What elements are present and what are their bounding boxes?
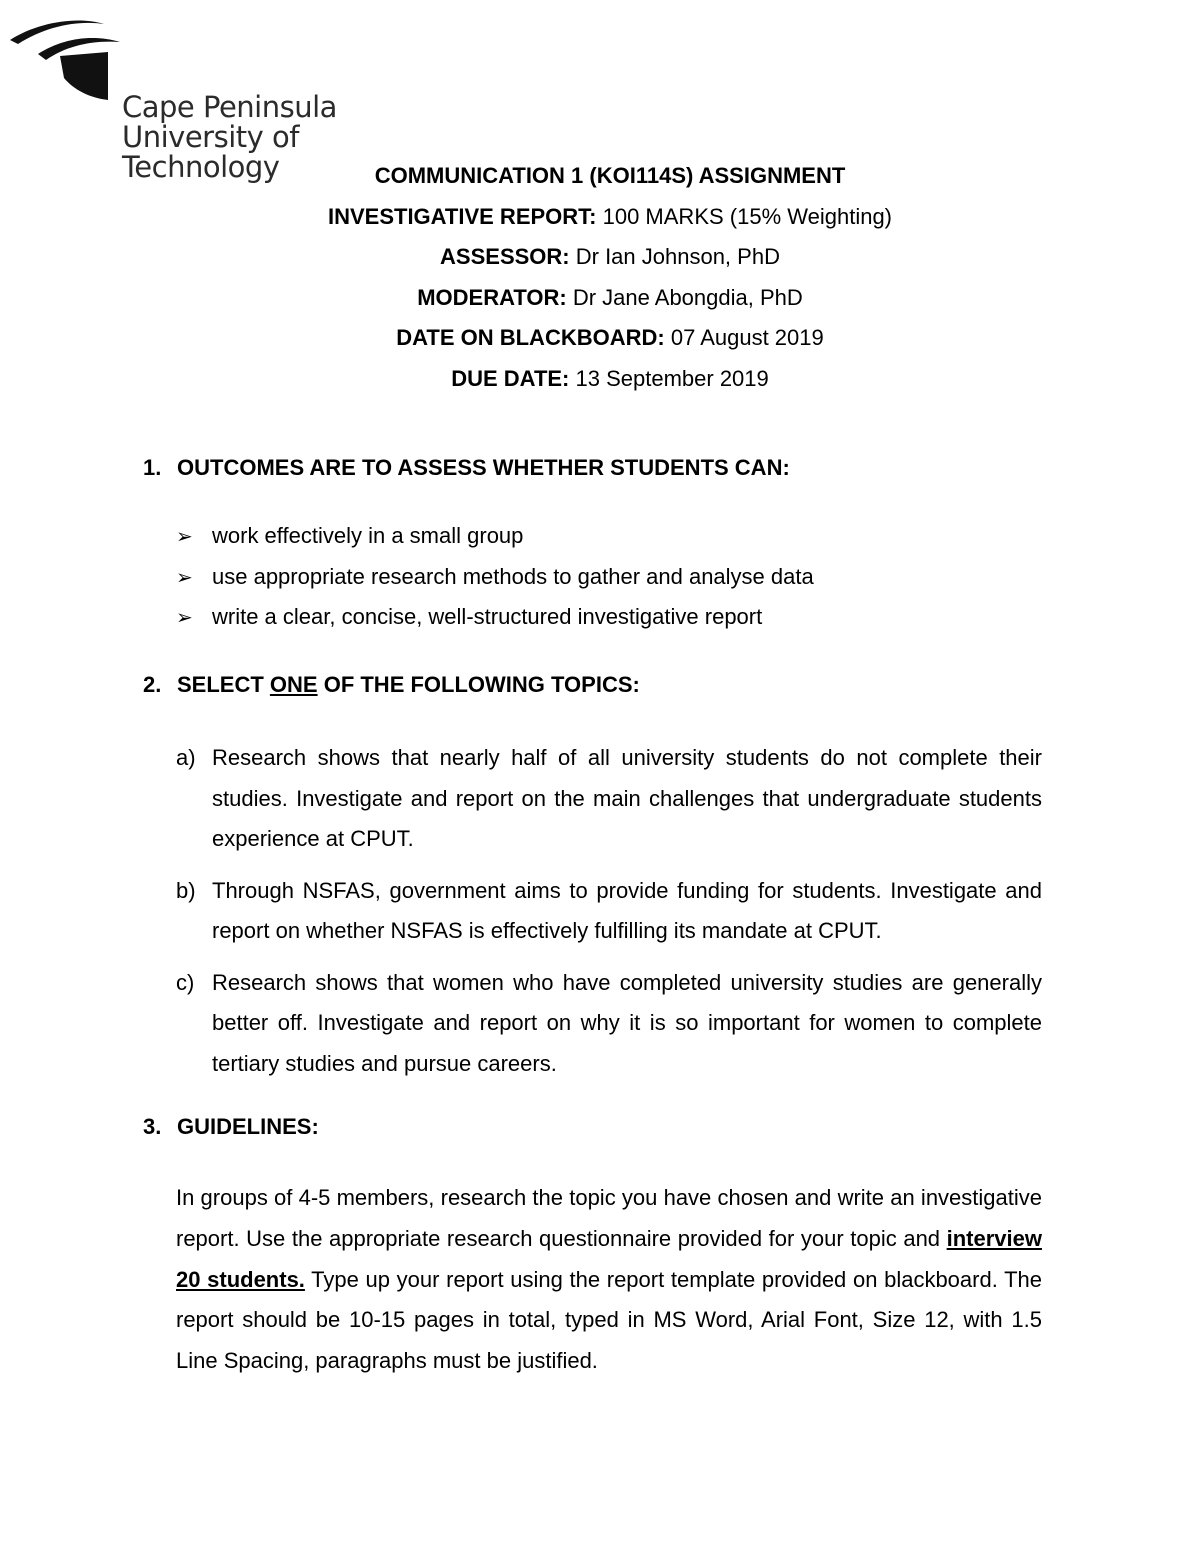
guidelines-paragraph [176,1178,1042,1382]
arrow-bullet-icon: ➢ [176,566,193,589]
section-1-heading [143,455,790,481]
section-3-heading [143,1114,319,1140]
assignment-title: COMMUNICATION 1 (KOI114S) ASSIGNMENT [374,163,846,188]
blackboard-date-value: 07 August 2019 [664,325,824,351]
section-title-pre: SELECT [177,672,270,697]
due-date-value: 13 September 2019 [569,365,769,391]
assessor-line [0,241,1200,282]
section-title: OUTCOMES ARE TO ASSESS WHETHER STUDENTS CAN: [177,455,790,480]
list-item-text: write a clear, concise, well-structured investigative report [212,604,763,629]
due-date-line [0,363,1200,404]
list-item [176,520,814,561]
university-logo [8,14,448,184]
section-number: 3. [143,1114,162,1139]
blackboard-date-label: DATE ON BLACKBOARD: [396,325,665,351]
report-value: 100 MARKS (15% Weighting) [596,203,893,229]
list-item [176,561,814,602]
arrow-bullet-icon: ➢ [176,607,193,629]
moderator-label: MODERATOR: [417,284,567,310]
outcomes-list [176,520,814,642]
topic-item [176,871,1042,952]
section-title-post: OF THE FOLLOWING TOPICS: [317,672,640,697]
report-label: INVESTIGATIVE REPORT: [327,203,597,229]
list-item-text: work effectively in a small group [212,523,524,548]
topic-label: c) [176,969,195,995]
topic-text: Research shows that nearly half of all university students do not complete their studies. Investigate and report on the main challenges that undergraduate students experience at CPUT. [212,745,1042,851]
cput-shield-logo-icon [8,14,128,124]
topics-list [176,738,1042,1095]
assignment-header [0,160,1200,404]
section-2-heading [143,672,640,698]
blackboard-date-line [0,322,1200,363]
logo-line-1: Cape Peninsula [122,90,337,124]
logo-line-2: University of Technology [122,120,299,184]
section-number: 2. [143,672,162,697]
topic-label: b) [176,877,196,903]
assessor-value: Dr Ian Johnson, PhD [569,244,780,270]
due-date-label: DUE DATE: [451,365,570,391]
moderator-line [0,282,1200,323]
list-item [176,601,814,642]
arrow-bullet-icon: ➢ [176,526,193,548]
topic-item [176,738,1042,860]
topic-text: Through NSFAS, government aims to provide funding for students. Investigate and report on whether NSFAS is effectively fulfilling its mandate at CPUT. [212,877,1042,943]
topic-label: a) [176,745,196,770]
guidelines-text-pre: In groups of 4-5 members, research the topic you have chosen and write an investigative report. Use the appropriate research questionnaire provided for your topic and [176,1185,1042,1251]
section-title-emphasis: ONE [269,672,318,697]
guidelines-emphasis: interview 20 students. [176,1225,1042,1292]
report-line [0,201,1200,242]
moderator-value: Dr Jane Abongdia, PhD [566,284,803,310]
topic-text: Research shows that women who have completed university studies are generally better off. Investigate and report on why it is so important for women to complete tertiary studies and pursue careers. [212,969,1042,1076]
topic-item [176,963,1042,1085]
list-item-text: use appropriate research methods to gather and analyse data [212,563,814,589]
assessor-label: ASSESSOR: [440,244,570,270]
section-title: GUIDELINES: [177,1114,319,1139]
guidelines-text-post: Type up your report using the report template provided on blackboard. The report should be 10-15 pages in total, typed in MS Word, Arial Font, Size 12, with 1.5 Line Spacing, paragraphs must be justified. [176,1266,1042,1374]
section-number: 1. [143,455,162,480]
